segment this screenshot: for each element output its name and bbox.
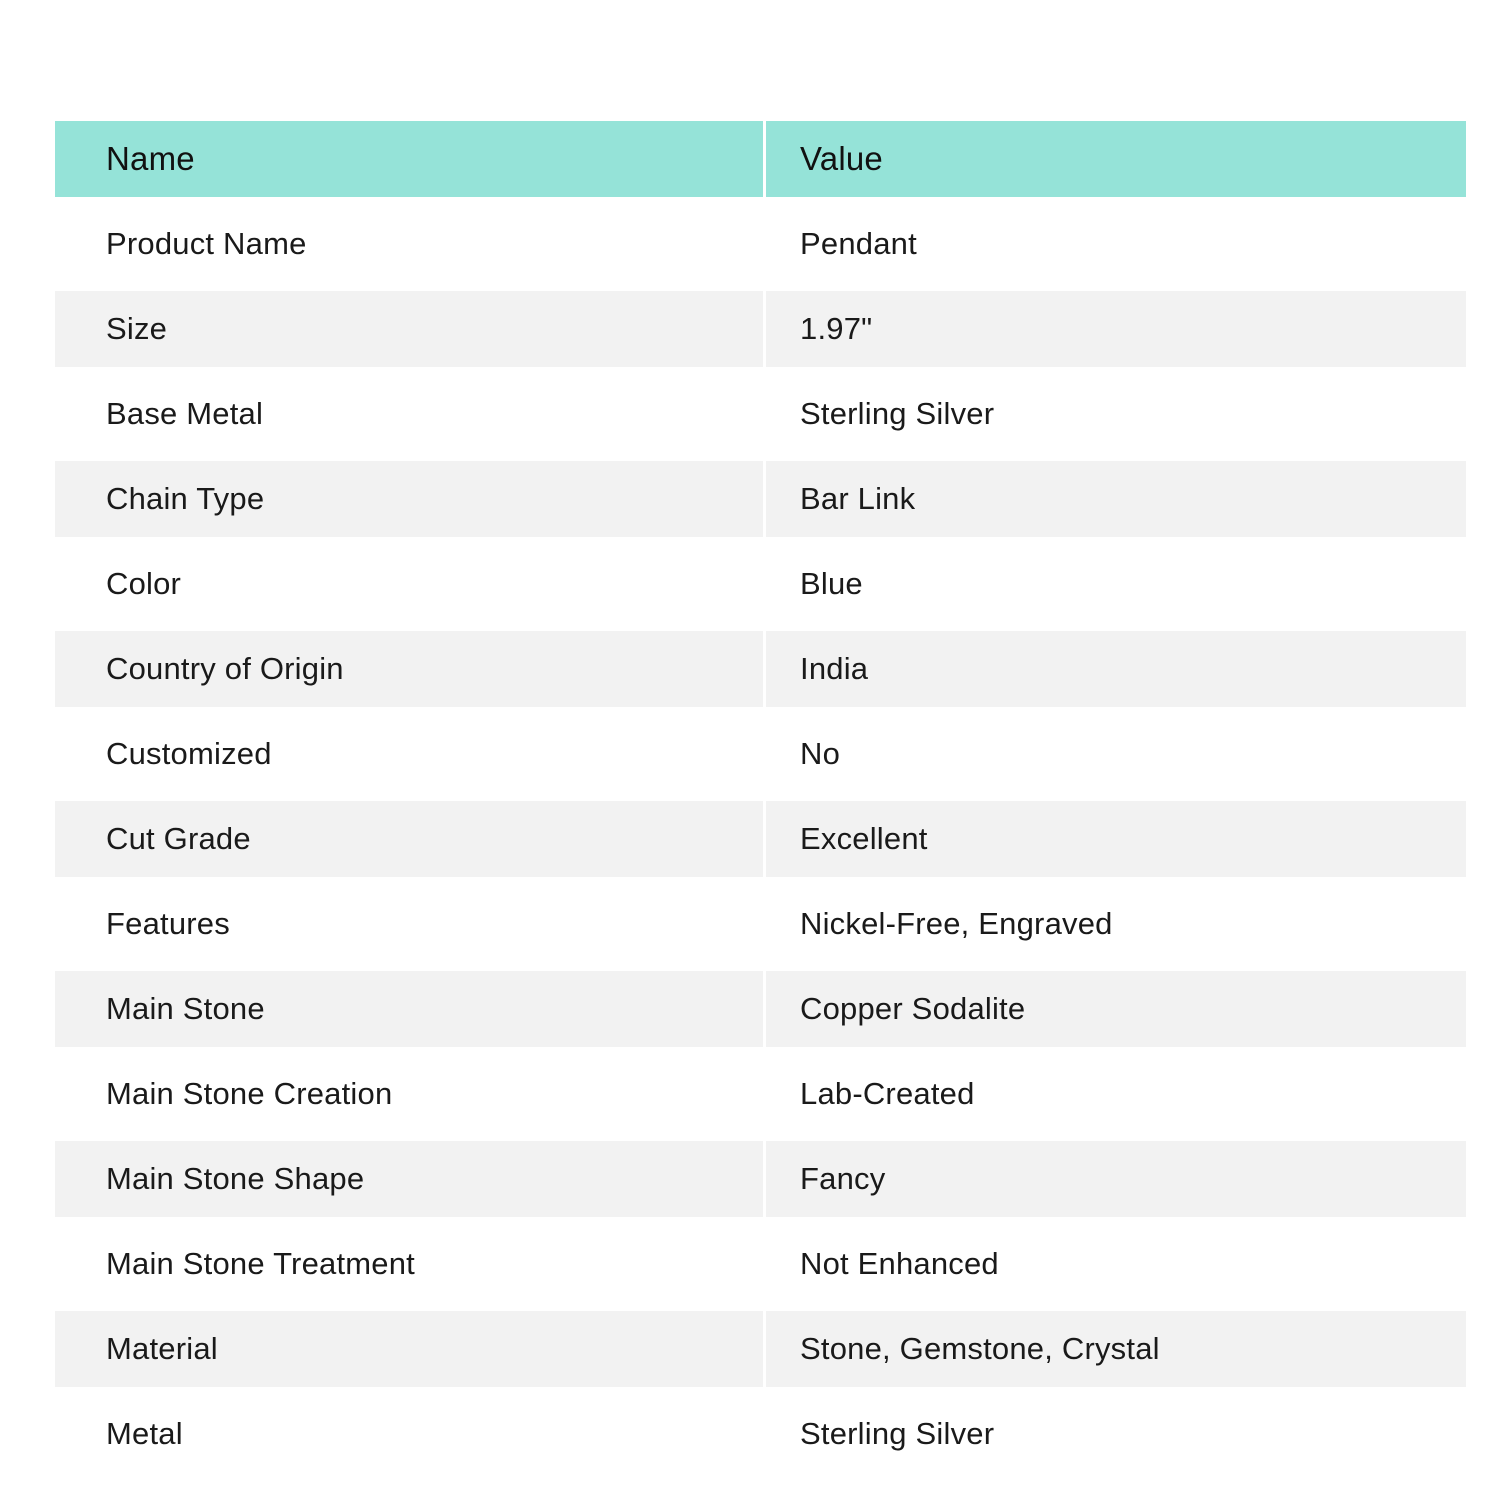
row-value-cell: India (800, 651, 869, 686)
row-value-cell: Bar Link (800, 481, 916, 516)
spec-table (55, 121, 1466, 1481)
row-name-cell: Color (106, 566, 182, 601)
row-value-cell: Blue (800, 566, 863, 601)
row-name-cell: Product Name (106, 226, 307, 261)
row-name-cell: Features (106, 906, 230, 941)
table-row (55, 1311, 1466, 1387)
table-row (55, 1047, 1466, 1141)
table-row (55, 971, 1466, 1047)
row-value-cell: Sterling Silver (800, 396, 995, 431)
row-name-cell: Customized (106, 736, 272, 771)
row-name-cell: Material (55, 1311, 766, 1387)
table-row (55, 461, 1466, 537)
row-value-cell: Pendant (800, 226, 917, 261)
table-row (55, 197, 1466, 291)
row-name-cell: Metal (106, 1416, 183, 1451)
table-row (55, 707, 1466, 801)
table-row (55, 801, 1466, 877)
row-value-cell: Copper Sodalite (800, 991, 1026, 1026)
table-row (55, 1141, 1466, 1217)
row-value-cell: Not Enhanced (800, 1246, 999, 1281)
row-value-cell: 1.97" (800, 311, 873, 346)
header-value-cell: Value (800, 140, 883, 177)
header-name-cell: Name (55, 121, 766, 197)
table-body (55, 197, 1466, 1481)
row-name-cell: Main Stone Treatment (106, 1246, 415, 1281)
row-name-cell: Main Stone Creation (106, 1076, 393, 1111)
table-row (55, 631, 1466, 707)
row-value-cell: Fancy (800, 1161, 886, 1196)
row-value-cell: Lab-Created (800, 1076, 975, 1111)
row-value-cell: No (800, 736, 841, 771)
row-name-cell: Main Stone Shape (55, 1141, 766, 1217)
table-header (55, 121, 1466, 197)
table-row (55, 1217, 1466, 1311)
table-row (55, 877, 1466, 971)
row-name-cell: Chain Type (55, 461, 766, 537)
row-value-cell: Excellent (800, 821, 928, 856)
row-value-cell: Stone, Gemstone, Crystal (800, 1331, 1160, 1366)
row-value-cell: Nickel-Free, Engraved (800, 906, 1113, 941)
table-row (55, 291, 1466, 367)
row-value-cell: Sterling Silver (800, 1416, 995, 1451)
table-row (55, 537, 1466, 631)
table-row (55, 367, 1466, 461)
row-name-cell: Cut Grade (55, 801, 766, 877)
row-name-cell: Country of Origin (55, 631, 766, 707)
row-name-cell: Main Stone (55, 971, 766, 1047)
row-name-cell: Size (55, 291, 766, 367)
row-name-cell: Base Metal (106, 396, 264, 431)
table-row (55, 1387, 1466, 1481)
